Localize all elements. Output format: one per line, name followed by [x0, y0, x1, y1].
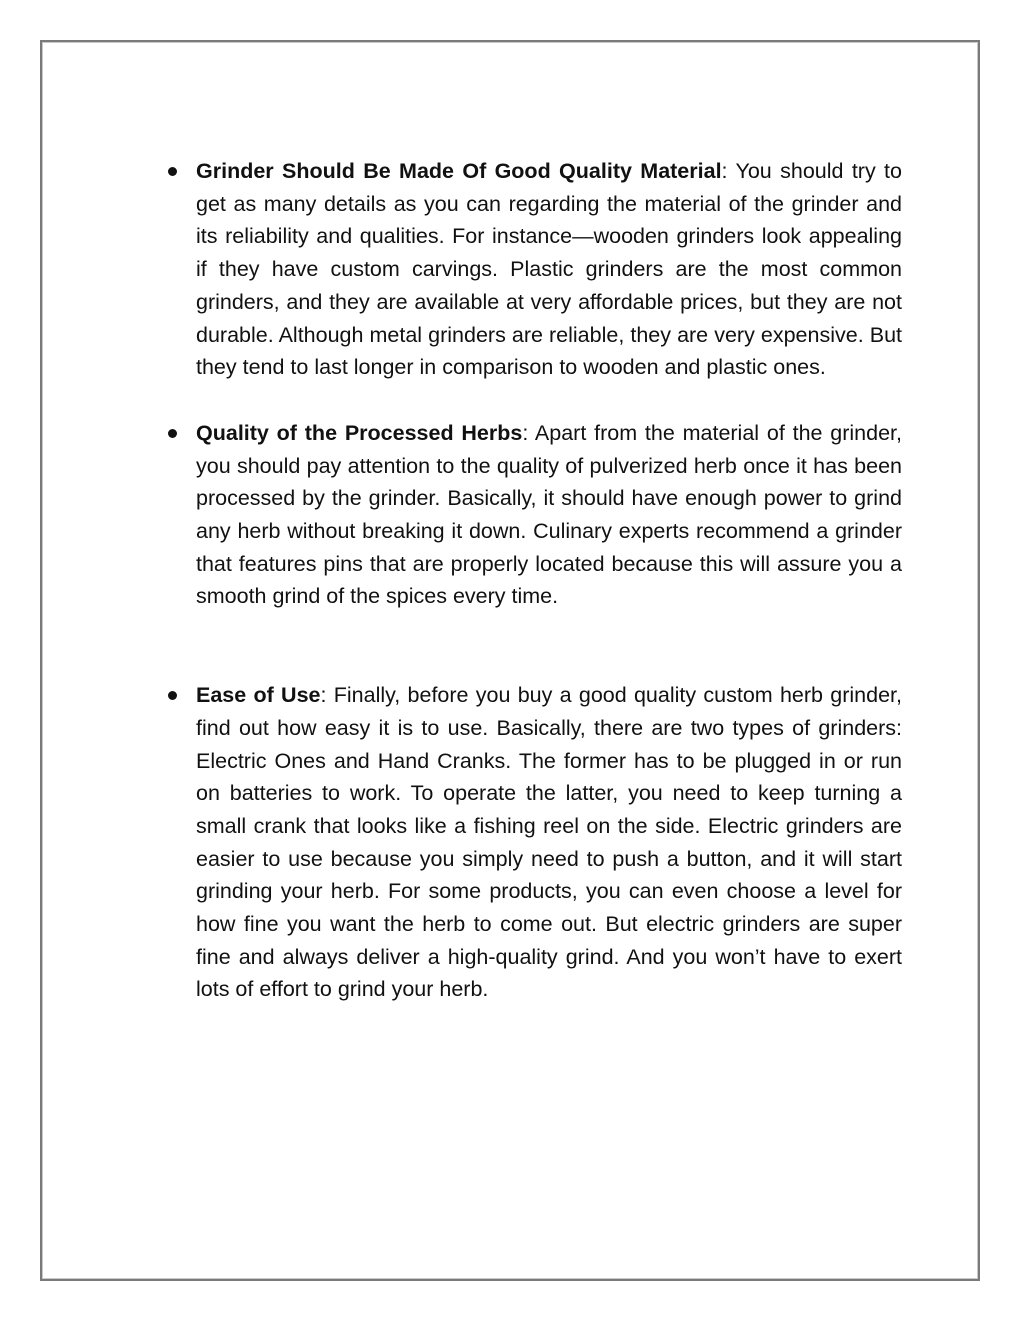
bullet-item-ease-of-use	[196, 679, 902, 1006]
bullet-separator: :	[522, 420, 535, 445]
bullet-icon	[168, 167, 177, 176]
bullet-body: Finally, before you buy a good quality custom herb grinder, find out how easy it is to use. Basically, there are two types of grinders: Electric Ones and Hand Cranks. The former has to be plugged in or run on batteries to work. To operate the latter, you need to keep turning a small crank that looks like a fishing reel on the side. Electric grinders are easier to use because you simply need to push a button, and it will start grinding your herb. For some products, you can even choose a level for how fine you want the herb to come out. But electric grinders are super fine and always deliver a high-quality grind. And you won’t have to exert lots of effort to grind your herb.	[196, 683, 902, 1002]
bullet-separator: :	[721, 159, 736, 183]
bullet-separator: :	[320, 683, 334, 708]
bullet-icon	[168, 429, 177, 438]
bullet-heading: Grinder Should Be Made Of Good Quality Material	[196, 159, 722, 183]
bullet-body: You should try to get as many details as you can regarding the material of the grinder and its reliability and qualities. For instance—wooden grinders look appealing if they have custom carvings. Plastic grinders are the most common grinders, and they are available at very affordable prices, but they are not durable. Although metal grinders are reliable, they are very expensive. But they tend to last longer in comparison to wooden and plastic ones.	[196, 159, 902, 380]
bullet-item-processed-herbs	[196, 417, 902, 613]
bullet-item-material	[196, 155, 902, 384]
bullet-heading: Ease of Use	[196, 683, 321, 708]
bullet-body: Apart from the material of the grinder, you should pay attention to the quality of pulverized herb once it has been processed by the grinder. Basically, it should have enough power to grind any herb without breaking it down. Culinary experts recommend a grinder that features pins that are properly located because this will assure you a smooth grind of the spices every time.	[196, 420, 902, 609]
document-content	[196, 155, 902, 1006]
bullet-heading: Quality of the Processed Herbs	[196, 420, 523, 445]
